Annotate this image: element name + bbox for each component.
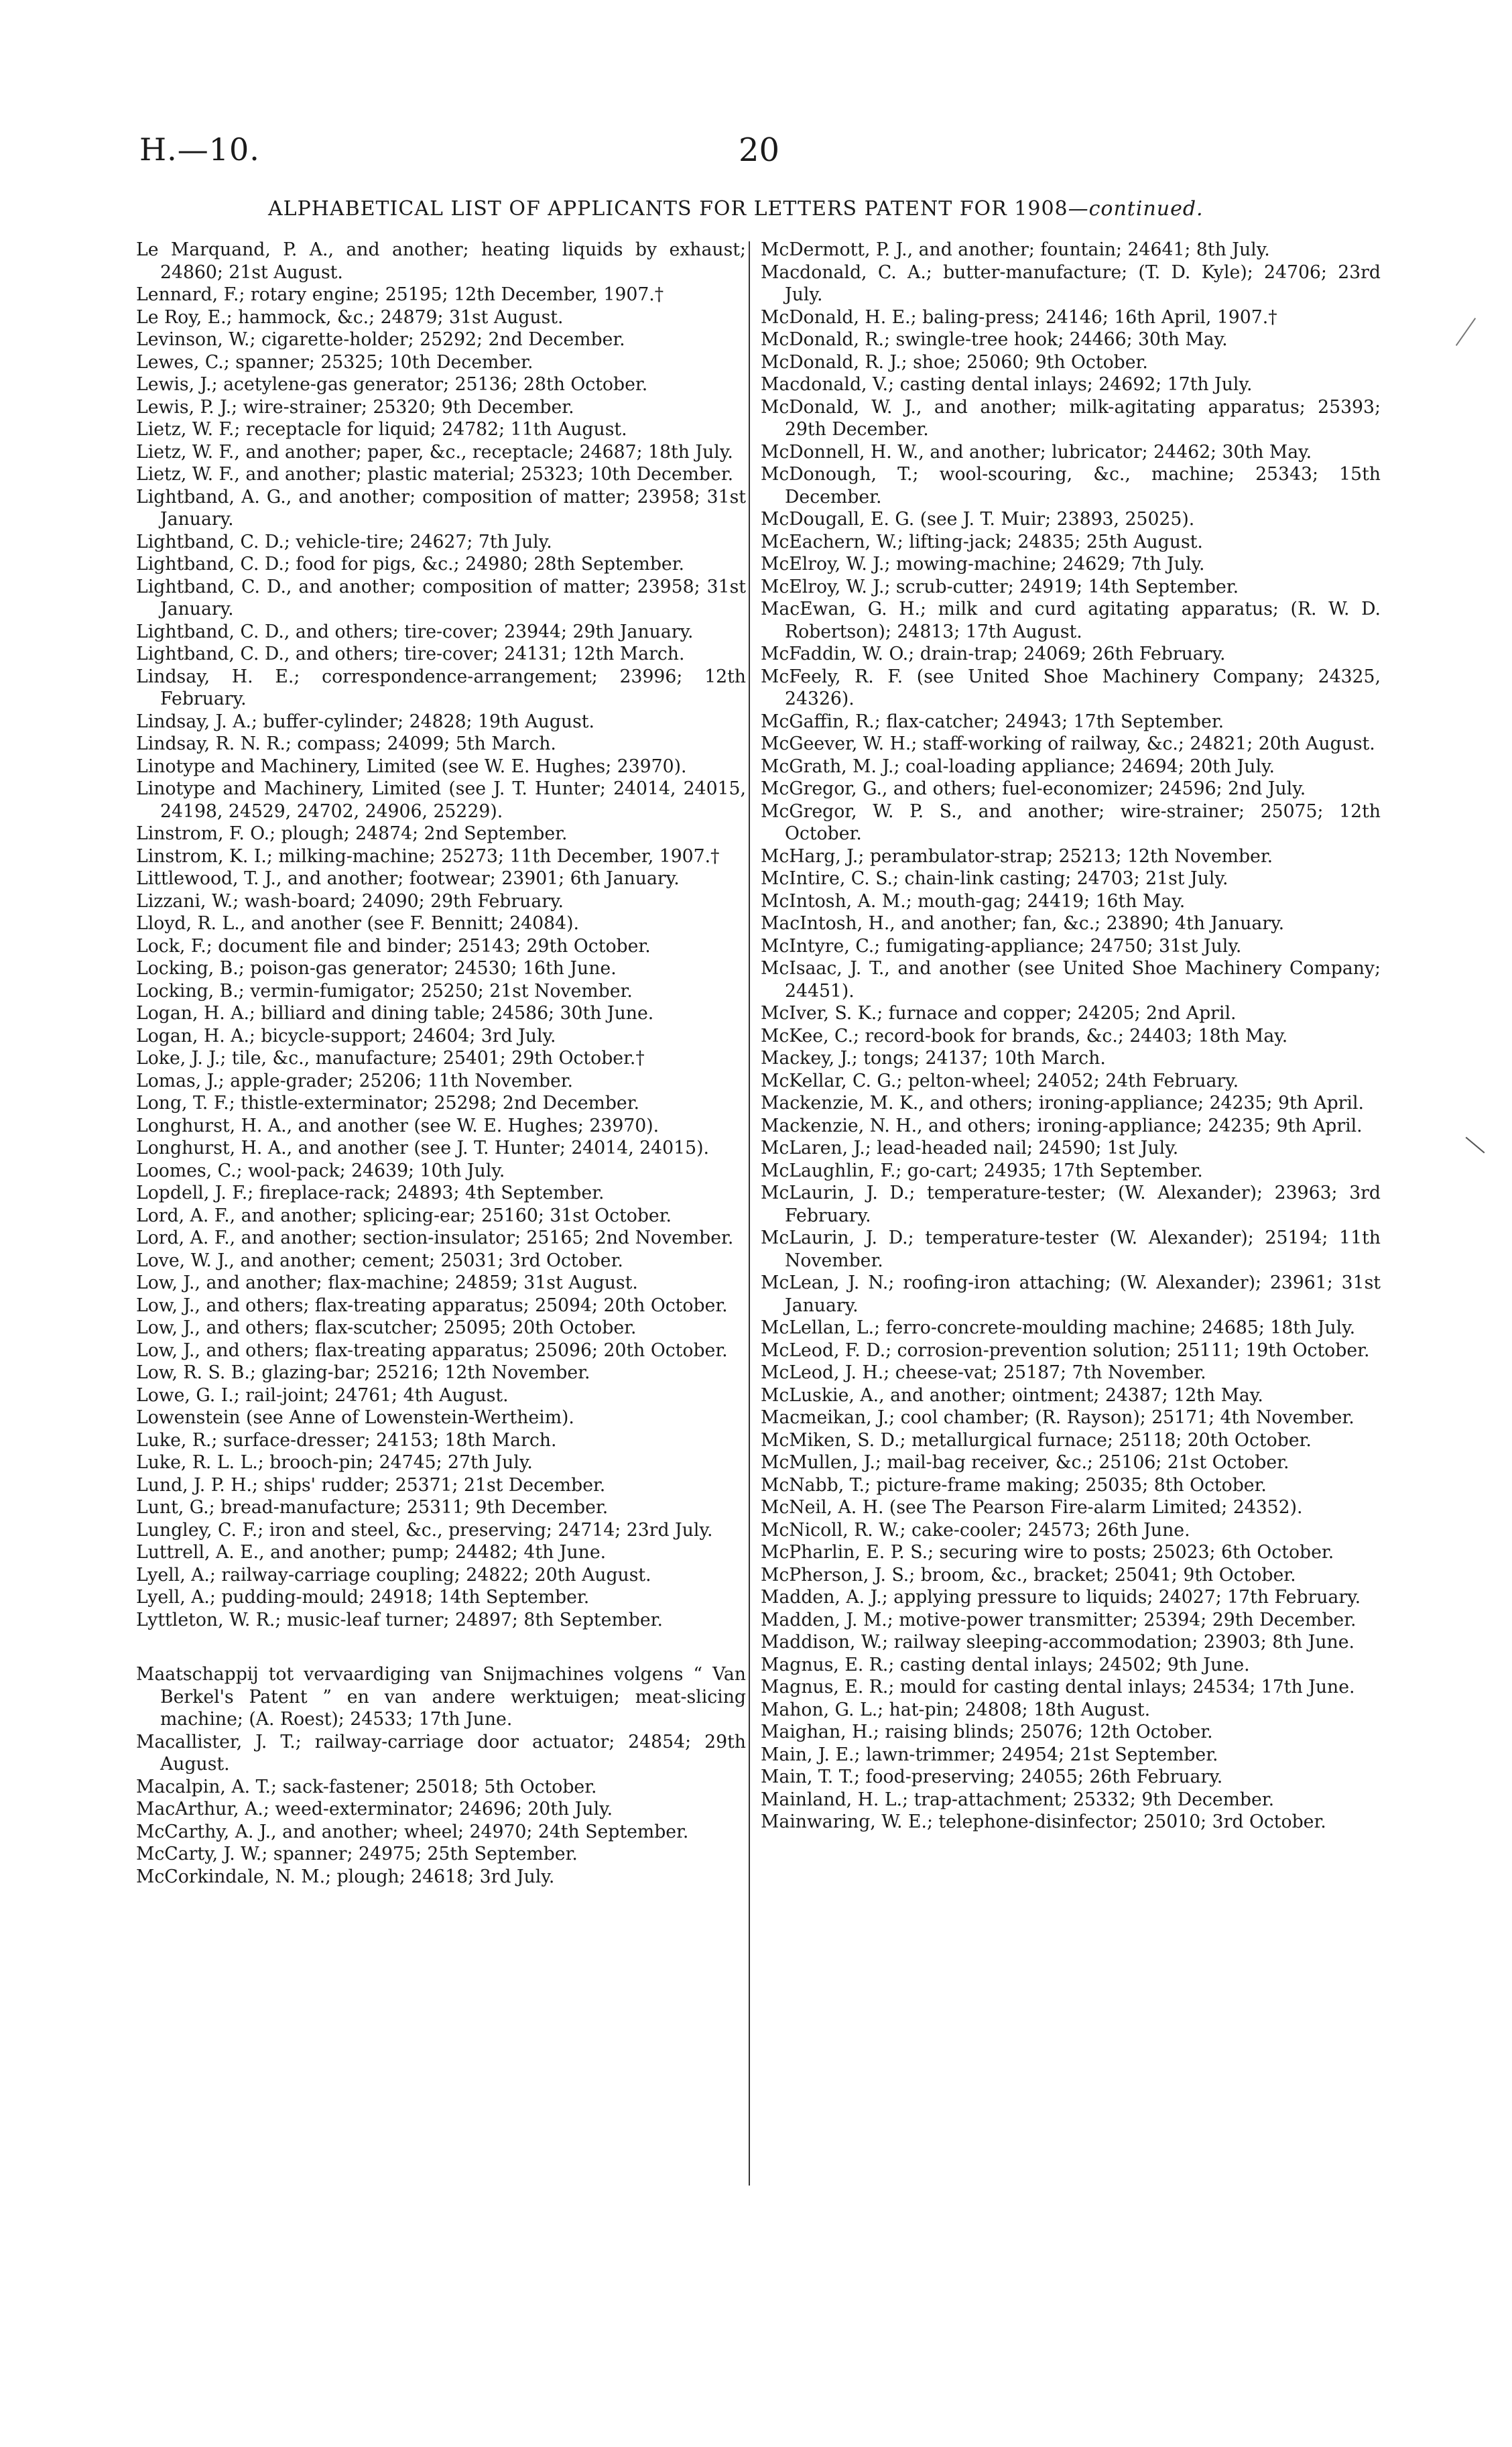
- list-entry: Lewis, J.; acetylene-gas generator; 25136; 28th October.: [136, 374, 648, 395]
- list-entry: McDermott, P. J., and another; fountain; 24641; 8th July.: [761, 239, 1270, 260]
- list-entry: Linotype and Machinery, Limited (see W. E. Hughes; 23970).: [136, 756, 687, 777]
- list-entry: Lindsay, J. A.; buffer-cylinder; 24828; 19th August.: [136, 711, 595, 732]
- list-entry: Lloyd, R. L., and another (see F. Bennitt; 24084).: [136, 913, 579, 934]
- list-entry: McFeely, R. F. (see United Shoe Machinery Company; 24325, 24326).: [761, 666, 1381, 709]
- list-entry: McLeod, F. D.; corrosion-prevention solution; 25111; 19th October.: [761, 1339, 1370, 1361]
- list-entry: Locking, B.; vermin-fumigator; 25250; 21st November.: [136, 980, 633, 1002]
- list-entry: Madden, A. J.; applying pressure to liquids; 24027; 17th February.: [761, 1587, 1361, 1608]
- list-entry: Linotype and Machinery, Limited (see J. T. Hunter; 24014, 24015, 24198, 24529, 24702, 24906, 25229).: [136, 778, 746, 822]
- list-entry: Madden, J. M.; motive-power transmitter; 25394; 29th December.: [761, 1609, 1357, 1630]
- list-entry: Maddison, W.; railway sleeping-accommodation; 23903; 8th June.: [761, 1632, 1354, 1653]
- column-divider: [749, 241, 750, 2186]
- list-entry: Luke, R. L. L.; brooch-pin; 24745; 27th July.: [136, 1452, 533, 1473]
- list-entry: Luttrell, A. E., and another; pump; 24482; 4th June.: [136, 1542, 607, 1563]
- left-column: [136, 239, 746, 1888]
- list-entry: MacArthur, A.; weed-exterminator; 24696; 20th July.: [136, 1799, 613, 1819]
- list-entry: McElroy, W. J.; mowing-machine; 24629; 7th July.: [761, 554, 1205, 575]
- list-entry: McPherson, J. S.; broom, &c., bracket; 25041; 9th October.: [761, 1564, 1296, 1586]
- list-entry: McIntyre, C.; fumigating-appliance; 24750; 31st July.: [761, 935, 1242, 957]
- list-entry: Lightband, C. D., and another; composition of matter; 23958; 31st January.: [136, 576, 746, 619]
- list-entry: McGregor, W. P. S., and another; wire-strainer; 25075; 12th October.: [761, 800, 1381, 844]
- list-entry: Lyell, A.; railway-carriage coupling; 24822; 20th August.: [136, 1564, 651, 1586]
- margin-pencil-mark: [1466, 1137, 1485, 1154]
- list-entry: Lightband, C. D.; vehicle-tire; 24627; 7th July.: [136, 531, 552, 552]
- list-entry: Lietz, W. F., and another; paper, &c., receptacle; 24687; 18th July.: [136, 441, 733, 463]
- list-entry: Linstrom, F. O.; plough; 24874; 2nd September.: [136, 823, 568, 844]
- list-entry: Lock, F.; document file and binder; 25143; 29th October.: [136, 935, 651, 957]
- list-entry: Lightband, A. G., and another; composition of matter; 23958; 31st January.: [136, 486, 746, 530]
- list-entry: Macdonald, V.; casting dental inlays; 24692; 17th July.: [761, 374, 1253, 395]
- list-entry: Main, J. E.; lawn-trimmer; 24954; 21st September.: [761, 1744, 1218, 1765]
- list-entry: Luke, R.; surface-dresser; 24153; 18th March.: [136, 1429, 557, 1451]
- page-title-main: ALPHABETICAL LIST OF APPLICANTS FOR LETTERS PATENT FOR 1908: [268, 197, 1068, 221]
- list-entry: Macmeikan, J.; cool chamber; (R. Rayson); 25171; 4th November.: [761, 1407, 1354, 1428]
- list-entry: McKellar, C. G.; pelton-wheel; 24052; 24th February.: [761, 1070, 1239, 1091]
- list-entry: Lightband, C. D., and others; tire-cover; 23944; 29th January.: [136, 621, 694, 642]
- right-column: [761, 239, 1381, 1834]
- list-entry: McNicoll, R. W.; cake-cooler; 24573; 26th June.: [761, 1519, 1190, 1541]
- list-entry: Lindsay, R. N. R.; compass; 24099; 5th March.: [136, 733, 556, 754]
- section-gap: [136, 1631, 746, 1663]
- page-title: [268, 197, 1204, 221]
- list-entry: McFaddin, W. O.; drain-trap; 24069; 26th February.: [761, 644, 1226, 664]
- list-entry: McCorkindale, N. M.; plough; 24618; 3rd July.: [136, 1866, 555, 1887]
- list-entry: McCarty, J. W.; spanner; 24975; 25th September.: [136, 1844, 578, 1864]
- list-entry: Levinson, W.; cigarette-holder; 25292; 2nd December.: [136, 329, 625, 350]
- list-entry: Locking, B.; poison-gas generator; 24530; 16th June.: [136, 958, 617, 979]
- list-entry: Lyttleton, W. R.; music-leaf turner; 24897; 8th September.: [136, 1609, 663, 1630]
- list-entry: McLaughlin, F.; go-cart; 24935; 17th September.: [761, 1160, 1203, 1181]
- list-entry: Lord, A. F., and another; section-insulator; 25165; 2nd November.: [136, 1228, 734, 1248]
- list-entry: McDonough, T.; wool-scouring, &c., machine; 25343; 15th December.: [761, 464, 1381, 508]
- list-entry: McDonald, R. J.; shoe; 25060; 9th October.: [761, 351, 1148, 373]
- list-entry: McMiken, S. D.; metallurgical furnace; 25118; 20th October.: [761, 1429, 1312, 1451]
- list-entry: Logan, H. A.; billiard and dining table; 24586; 30th June.: [136, 1003, 654, 1024]
- list-entry: McKee, C.; record-book for brands, &c.; 24403; 18th May.: [761, 1025, 1288, 1047]
- page-number: 20: [739, 131, 780, 169]
- list-entry: McLaurin, J. D.; temperature-tester; (W. Alexander); 23963; 3rd February.: [761, 1183, 1381, 1226]
- list-entry: Lunt, G.; bread-manufacture; 25311; 9th December.: [136, 1497, 609, 1518]
- list-entry: Lindsay, H. E.; correspondence-arrangement; 23996; 12th February.: [136, 666, 746, 709]
- list-entry: MacIntosh, H., and another; fan, &c.; 23890; 4th January.: [761, 913, 1285, 934]
- list-entry: Low, J., and another; flax-machine; 24859; 31st August.: [136, 1272, 638, 1293]
- right-column-entries: [761, 239, 1381, 1834]
- list-entry: Lord, A. F., and another; splicing-ear; 25160; 31st October.: [136, 1205, 672, 1226]
- page-title-suffix: —continued.: [1068, 197, 1204, 221]
- list-entry: Lewes, C.; spanner; 25325; 10th December.: [136, 351, 533, 373]
- list-entry: McLuskie, A., and another; ointment; 24387; 12th May.: [761, 1384, 1263, 1406]
- list-entry: McMullen, J.; mail-bag receiver, &c.; 25106; 21st October.: [761, 1452, 1289, 1473]
- list-entry: Lopdell, J. F.; fireplace-rack; 24893; 4th September.: [136, 1183, 605, 1203]
- list-entry: Magnus, E. R.; mould for casting dental inlays; 24534; 17th June.: [761, 1677, 1355, 1697]
- list-entry: MacEwan, G. H.; milk and curd agitating apparatus; (R. W. D. Robertson); 24813; 17th August.: [761, 599, 1381, 642]
- list-entry: Lyell, A.; pudding-mould; 24918; 14th September.: [136, 1587, 590, 1608]
- list-entry: McDonald, R.; swingle-tree hook; 24466; 30th May.: [761, 329, 1228, 350]
- list-entry: McGaffin, R.; flax-catcher; 24943; 17th September.: [761, 711, 1224, 732]
- list-entry: McDonnell, H. W., and another; lubricator; 24462; 30th May.: [761, 441, 1312, 463]
- list-entry: Lietz, W. F., and another; plastic material; 25323; 10th December.: [136, 464, 734, 485]
- list-entry: McGregor, G., and others; fuel-economizer; 24596; 2nd July.: [761, 778, 1306, 799]
- list-entry: Lomas, J.; apple-grader; 25206; 11th November.: [136, 1070, 574, 1091]
- list-entry: McIntosh, A. M.; mouth-gag; 24419; 16th May.: [761, 890, 1186, 912]
- list-entry: McDonald, W. J., and another; milk-agitating apparatus; 25393; 29th December.: [761, 396, 1381, 440]
- list-entry: Low, J., and others; flax-treating apparatus; 25096; 20th October.: [136, 1339, 728, 1361]
- list-entry: McNabb, T.; picture-frame making; 25035; 8th October.: [761, 1474, 1267, 1496]
- list-entry: Low, J., and others; flax-scutcher; 25095; 20th October.: [136, 1317, 637, 1338]
- list-entry: McDougall, E. G. (see J. T. Muir; 23893, 25025).: [761, 509, 1195, 530]
- list-entry: McLeod, J. H.; cheese-vat; 25187; 7th November.: [761, 1362, 1206, 1383]
- list-entry: Loomes, C.; wool-pack; 24639; 10th July.: [136, 1160, 505, 1181]
- list-entry: Lietz, W. F.; receptacle for liquid; 24782; 11th August.: [136, 419, 627, 440]
- left-column-entries-m: [136, 1663, 746, 1888]
- list-entry: Le Roy, E.; hammock, &c.; 24879; 31st August.: [136, 306, 564, 328]
- list-entry: Logan, H. A.; bicycle-support; 24604; 3rd July.: [136, 1025, 556, 1047]
- list-entry: McPharlin, E. P. S.; securing wire to posts; 25023; 6th October.: [761, 1542, 1334, 1563]
- list-entry: Macdonald, C. A.; butter-manufacture; (T. D. Kyle); 24706; 23rd July.: [761, 261, 1381, 305]
- list-entry: McHarg, J.; perambulator-strap; 25213; 12th November.: [761, 845, 1273, 867]
- list-entry: McCarthy, A. J., and another; wheel; 24970; 24th September.: [136, 1821, 689, 1842]
- list-entry: Lund, J. P. H.; ships' rudder; 25371; 21st December.: [136, 1474, 606, 1496]
- list-entry: McLaren, J.; lead-headed nail; 24590; 1st July.: [761, 1138, 1179, 1158]
- list-entry: Main, T. T.; food-preserving; 24055; 26th February.: [761, 1767, 1223, 1787]
- list-entry: Maatschappij tot vervaardiging van Snijmachines volgens “ Van Berkel's Patent ” en van andere werktuigen; meat-slicing machine; (A. Roest); 24533; 17th June.: [136, 1664, 746, 1730]
- list-entry: Maighan, H.; raising blinds; 25076; 12th October.: [761, 1722, 1213, 1742]
- list-entry: Lungley, C. F.; iron and steel, &c., preserving; 24714; 23rd July.: [136, 1519, 713, 1541]
- list-entry: McGrath, M. J.; coal-loading appliance; 24694; 20th July.: [761, 756, 1275, 777]
- list-entry: Magnus, E. R.; casting dental inlays; 24502; 9th June.: [761, 1654, 1250, 1675]
- list-entry: Mainwaring, W. E.; telephone-disinfector; 25010; 3rd October.: [761, 1811, 1326, 1832]
- list-entry: Le Marquand, P. A., and another; heating liquids by exhaust; 24860; 21st August.: [136, 239, 746, 283]
- list-entry: McLellan, L.; ferro-concrete-moulding machine; 24685; 18th July.: [761, 1317, 1356, 1338]
- list-entry: McGeever, W. H.; staff-working of railway, &c.; 24821; 20th August.: [761, 733, 1375, 754]
- list-entry: Long, T. F.; thistle-exterminator; 25298; 2nd December.: [136, 1093, 640, 1114]
- list-entry: McIsaac, J. T., and another (see United Shoe Machinery Company; 24451).: [761, 958, 1381, 1002]
- list-entry: Longhurst, H. A., and another (see W. E. Hughes; 23970).: [136, 1115, 659, 1136]
- list-entry: Mackenzie, M. K., and others; ironing-appliance; 24235; 9th April.: [761, 1093, 1364, 1114]
- list-entry: McElroy, W. J.; scrub-cutter; 24919; 14th September.: [761, 576, 1239, 597]
- list-entry: Lightband, C. D., and others; tire-cover; 24131; 12th March.: [136, 644, 685, 664]
- list-entry: Loke, J. J.; tile, &c., manufacture; 25401; 29th October.†: [136, 1048, 645, 1069]
- list-entry: McLean, J. N.; roofing-iron attaching; (W. Alexander); 23961; 31st January.: [761, 1272, 1381, 1316]
- list-entry: Low, J., and others; flax-treating apparatus; 25094; 20th October.: [136, 1295, 728, 1316]
- list-entry: McLaurin, J. D.; temperature-tester (W. Alexander); 25194; 11th November.: [761, 1228, 1381, 1271]
- list-entry: Mackenzie, N. H., and others; ironing-appliance; 24235; 9th April.: [761, 1115, 1363, 1136]
- list-entry: Lennard, F.; rotary engine; 25195; 12th December, 1907.†: [136, 284, 664, 305]
- list-entry: Mahon, G. L.; hat-pin; 24808; 18th August.: [761, 1699, 1151, 1720]
- list-entry: Mainland, H. L.; trap-attachment; 25332; 9th December.: [761, 1789, 1275, 1810]
- list-entry: Low, R. S. B.; glazing-bar; 25216; 12th November.: [136, 1362, 590, 1383]
- list-entry: Lowenstein (see Anne of Lowenstein-Wertheim).: [136, 1407, 574, 1428]
- list-entry: McDonald, H. E.; baling-press; 24146; 16th April, 1907.†: [761, 306, 1277, 328]
- list-entry: Littlewood, T. J., and another; footwear; 23901; 6th January.: [136, 868, 680, 889]
- left-column-entries-l: [136, 239, 746, 1631]
- list-entry: Mackey, J.; tongs; 24137; 10th March.: [761, 1048, 1106, 1069]
- list-entry: McIntire, C. S.; chain-link casting; 24703; 21st July.: [761, 868, 1228, 889]
- list-entry: Love, W. J., and another; cement; 25031; 3rd October.: [136, 1250, 623, 1271]
- list-entry: Lightband, C. D.; food for pigs, &c.; 24980; 28th September.: [136, 554, 685, 575]
- list-entry: Linstrom, K. I.; milking-machine; 25273; 11th December, 1907.†: [136, 845, 720, 867]
- list-entry: Lewis, P. J.; wire-strainer; 25320; 9th December.: [136, 396, 574, 418]
- list-entry: McEachern, W.; lifting-jack; 24835; 25th August.: [761, 531, 1203, 552]
- list-entry: McIver, S. K.; furnace and copper; 24205; 2nd April.: [761, 1003, 1237, 1024]
- section-code: H.—10.: [139, 131, 260, 168]
- margin-pencil-mark: [1456, 318, 1476, 346]
- list-entry: Macalpin, A. T.; sack-fastener; 25018; 5th October.: [136, 1776, 597, 1797]
- list-entry: McNeil, A. H. (see The Pearson Fire-alarm Limited; 24352).: [761, 1497, 1303, 1518]
- list-entry: Longhurst, H. A., and another (see J. T. Hunter; 24014, 24015).: [136, 1138, 709, 1158]
- list-entry: Macallister, J. T.; railway-carriage door actuator; 24854; 29th August.: [136, 1731, 746, 1775]
- list-entry: Lizzani, W.; wash-board; 24090; 29th February.: [136, 890, 564, 912]
- list-entry: Lowe, G. I.; rail-joint; 24761; 4th August.: [136, 1384, 509, 1406]
